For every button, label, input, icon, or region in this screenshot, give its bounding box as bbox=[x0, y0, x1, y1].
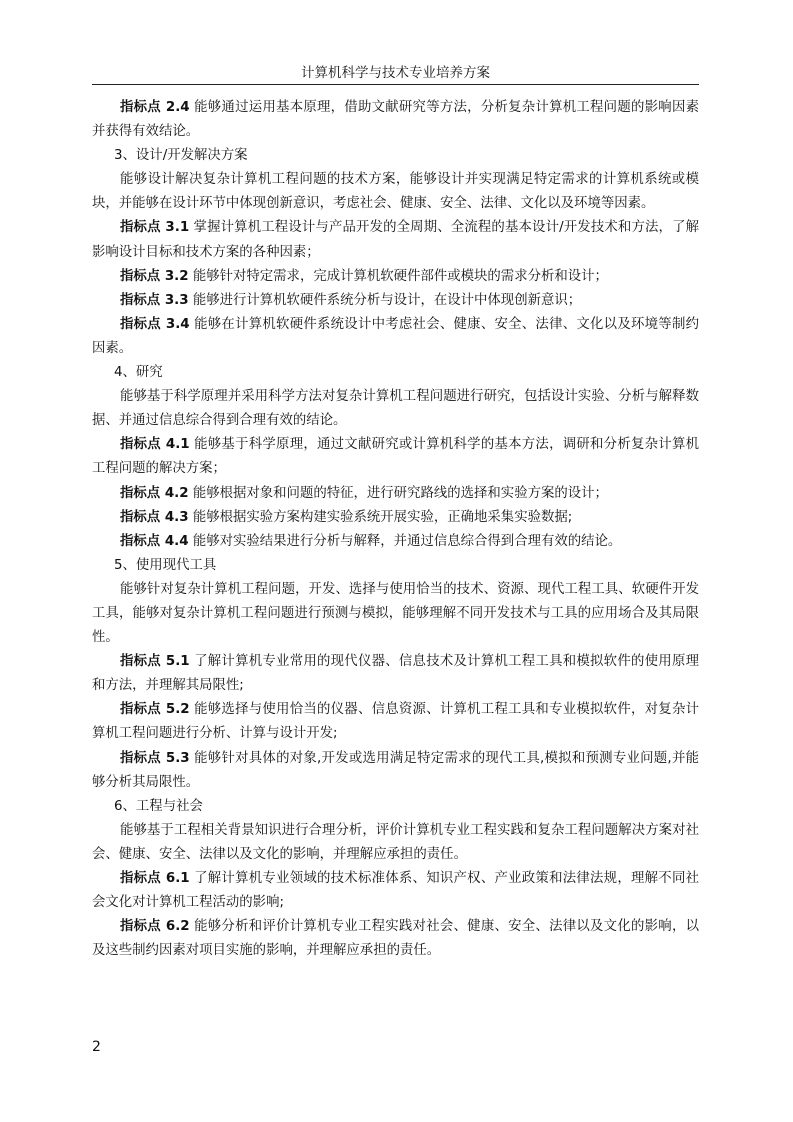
indicator-label: 指标点 3.3 bbox=[120, 292, 189, 308]
indicator-label: 指标点 5.1 bbox=[120, 654, 190, 670]
indicator-text: 能够根据实验方案构建实验系统开展实验，正确地采集实验数据; bbox=[188, 509, 573, 525]
section-heading: 3、设计/开发解决方案 bbox=[114, 148, 248, 164]
indicator-paragraph bbox=[92, 313, 699, 361]
indicator-text: 能够通过运用基本原理，借助文献研究等方法，分析复杂计算机工程问题的影响因素并获得有效结论。 bbox=[92, 100, 699, 140]
body-paragraph: 能够设计解决复杂计算机工程问题的技术方案，能够设计并实现满足特定需求的计算机系统或模块，并能够在设计环节中体现创新意识，考虑社会、健康、安全、法律、文化以及环境等因素。 bbox=[92, 172, 699, 212]
indicator-paragraph bbox=[92, 289, 699, 313]
body-paragraph: 能够基于工程相关背景知识进行合理分析，评价计算机专业工程实践和复杂工程问题解决方案对社会、健康、安全、法律以及文化的影响，并理解应承担的责任。 bbox=[92, 822, 699, 862]
document-body bbox=[92, 96, 699, 963]
indicator-text: 能够对实验结果进行分析与解释，并通过信息综合得到合理有效的结论。 bbox=[188, 533, 622, 549]
indicator-text: 能够分析和评价计算机专业工程实践对社会、健康、安全、法律以及文化的影响，以及这些制约因素对项目实施的影响，并理解应承担的责任。 bbox=[92, 919, 699, 959]
indicator-text: 能够选择与使用恰当的仪器、信息资源、计算机工程工具和专业模拟软件，对复杂计算机工程问题进行分析、计算与设计开发; bbox=[92, 702, 699, 742]
indicator-paragraph bbox=[92, 747, 699, 795]
indicator-label: 指标点 5.3 bbox=[120, 750, 190, 766]
indicator-paragraph bbox=[92, 482, 699, 506]
indicator-text: 能够针对特定需求，完成计算机软硬件部件或模块的需求分析和设计； bbox=[188, 268, 608, 284]
indicator-paragraph bbox=[92, 265, 699, 289]
body-paragraph: 能够针对复杂计算机工程问题，开发、选择与使用恰当的技术、资源、现代工程工具、软硬件开发工具，能够对复杂计算机工程问题进行预测与模拟，能够理解不同开发技术与工具的应用场合及其局限性。 bbox=[92, 581, 699, 646]
indicator-paragraph bbox=[92, 650, 699, 698]
indicator-paragraph bbox=[92, 96, 699, 144]
indicator-text: 能够根据对象和问题的特征，进行研究路线的选择和实验方案的设计； bbox=[188, 485, 608, 501]
indicator-paragraph bbox=[92, 433, 699, 481]
indicator-paragraph bbox=[92, 530, 699, 554]
indicator-text: 能够基于科学原理，通过文献研究或计算机科学的基本方法，调研和分析复杂计算机工程问题的解决方案； bbox=[92, 437, 699, 477]
body-paragraph: 能够基于科学原理并采用科学方法对复杂计算机工程问题进行研究，包括设计实验、分析与解释数据、并通过信息综合得到合理有效的结论。 bbox=[92, 389, 699, 429]
indicator-label: 指标点 4.1 bbox=[120, 437, 190, 453]
indicator-paragraph bbox=[92, 698, 699, 746]
indicator-text: 能够在计算机软硬件系统设计中考虑社会、健康、安全、法律、文化以及环境等制约因素。 bbox=[92, 316, 699, 356]
indicator-text: 了解计算机专业领域的技术标准体系、知识产权、产业政策和法律法规，理解不同社会文化对计算机工程活动的影响; bbox=[92, 871, 699, 911]
indicator-label: 指标点 3.2 bbox=[120, 268, 189, 284]
indicator-text: 能够进行计算机软硬件系统分析与设计，在设计中体现创新意识； bbox=[188, 292, 582, 308]
page-header bbox=[92, 62, 699, 85]
indicator-label: 指标点 6.2 bbox=[120, 919, 190, 935]
section-heading: 5、使用现代工具 bbox=[114, 557, 217, 573]
indicator-paragraph bbox=[92, 867, 699, 915]
indicator-text: 能够针对具体的对象,开发或选用满足特定需求的现代工具,模拟和预测专业问题,并能够分析其局限性。 bbox=[92, 750, 699, 790]
indicator-paragraph bbox=[92, 506, 699, 530]
indicator-label: 指标点 3.1 bbox=[120, 220, 190, 236]
indicator-text: 了解计算机专业常用的现代仪器、信息技术及计算机工程工具和模拟软件的使用原理和方法，并理解其局限性; bbox=[92, 654, 699, 694]
page-number: 2 bbox=[92, 1039, 101, 1055]
section-heading: 6、工程与社会 bbox=[114, 798, 203, 814]
indicator-label: 指标点 4.2 bbox=[120, 485, 189, 501]
indicator-label: 指标点 4.4 bbox=[120, 533, 189, 549]
indicator-label: 指标点 2.4 bbox=[120, 100, 190, 115]
indicator-label: 指标点 6.1 bbox=[120, 871, 190, 886]
indicator-text: 掌握计算机工程设计与产品开发的全周期、全流程的基本设计/开发技术和方法，了解影响设计目标和技术方案的各种因素； bbox=[92, 220, 700, 260]
header-title: 计算机科学与技术专业培养方案 bbox=[301, 65, 490, 81]
indicator-label: 指标点 4.3 bbox=[120, 509, 189, 525]
indicator-label: 指标点 3.4 bbox=[120, 316, 190, 332]
section-heading: 4、研究 bbox=[114, 365, 163, 381]
indicator-paragraph bbox=[92, 915, 699, 963]
indicator-label: 指标点 5.2 bbox=[120, 702, 190, 718]
indicator-paragraph bbox=[92, 216, 699, 264]
